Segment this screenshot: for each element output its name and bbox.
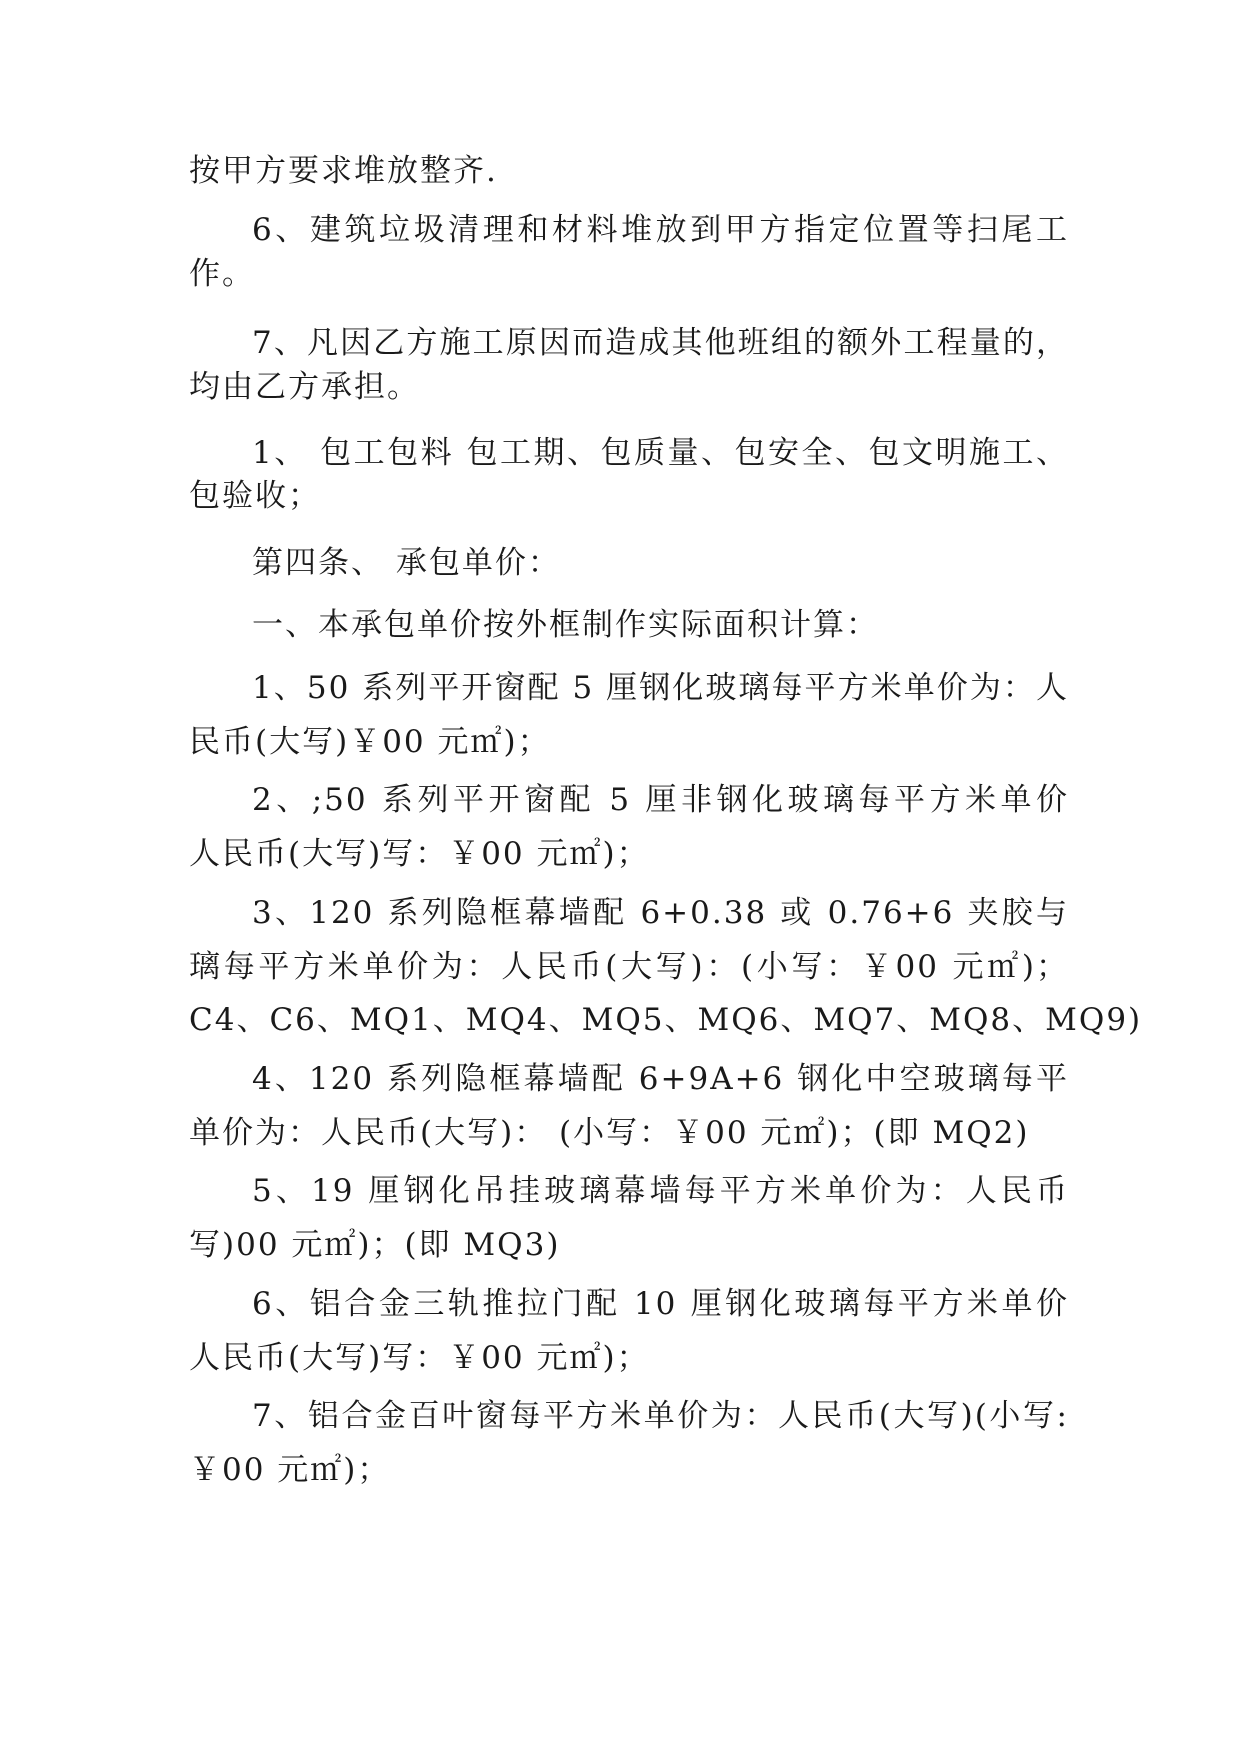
text-line: 2、;50 系列平开窗配 5 厘非钢化玻璃每平方米单价 xyxy=(252,782,1069,818)
text-line: 单价为：人民币(大写)： (小写：￥00 元㎡)；(即 MQ2) xyxy=(189,1115,1030,1151)
text-line: 按甲方要求堆放整齐. xyxy=(189,153,498,189)
text-line: 4、120 系列隐框幕墙配 6+9A+6 钢化中空玻璃每平 xyxy=(252,1061,1069,1097)
text-line: 一、本承包单价按外框制作实际面积计算： xyxy=(252,607,879,643)
text-line: 包验收； xyxy=(189,478,321,514)
text-line: 5、19 厘钢化吊挂玻璃幕墙每平方米单价为：人民币 xyxy=(252,1173,1069,1209)
section-heading: 第四条、 承包单价： xyxy=(252,545,561,581)
text-line: 璃每平方米单价为：人民币(大写)：(小写：￥00 元㎡)； xyxy=(189,949,1069,985)
text-line: 写)00 元㎡)；(即 MQ3) xyxy=(189,1227,561,1263)
text-line: 7、凡因乙方施工原因而造成其他班组的额外工程量的， xyxy=(252,325,1069,361)
text-line: 3、120 系列隐框幕墙配 6+0.38 或 0.76+6 夹胶与 xyxy=(252,895,1069,931)
text-line: 民币(大写)￥00 元㎡)； xyxy=(189,724,551,760)
text-line: 6、建筑垃圾清理和材料堆放到甲方指定位置等扫尾工 xyxy=(252,212,1069,248)
text-line: 均由乙方承担。 xyxy=(189,369,420,405)
text-line: 人民币(大写)写：￥00 元㎡)； xyxy=(189,1340,650,1376)
text-line: C4、C6、MQ1、MQ4、MQ5、MQ6、MQ7、MQ8、MQ9) xyxy=(189,1002,1143,1038)
text-line: 人民币(大写)写：￥00 元㎡)； xyxy=(189,836,650,872)
text-line: ￥00 元㎡)； xyxy=(189,1452,391,1488)
text-line: 6、铝合金三轨推拉门配 10 厘钢化玻璃每平方米单价 xyxy=(252,1286,1069,1322)
text-line: 7、铝合金百叶窗每平方米单价为：人民币(大写)(小写: xyxy=(252,1398,1069,1434)
text-line: 1、 包工包料 包工期、包质量、包安全、包文明施工、 xyxy=(252,435,1069,471)
text-line: 1、50 系列平开窗配 5 厘钢化玻璃每平方米单价为：人 xyxy=(252,670,1069,706)
text-line: 作。 xyxy=(189,256,255,292)
